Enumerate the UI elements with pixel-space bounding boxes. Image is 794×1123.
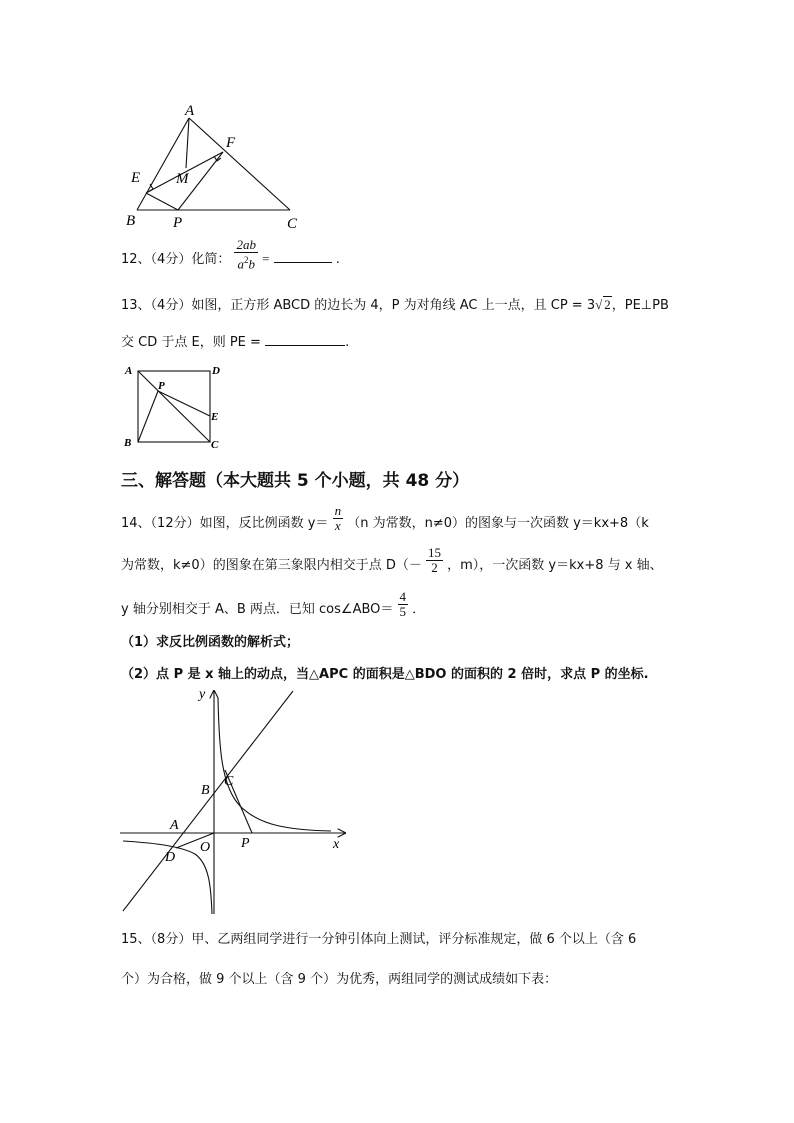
label-o: O bbox=[200, 840, 211, 855]
label-b: B bbox=[126, 213, 136, 229]
q12-equals: = bbox=[262, 251, 270, 267]
q14-line3-b: ． bbox=[412, 602, 426, 617]
segment-pb bbox=[138, 391, 158, 442]
label-a: A bbox=[170, 818, 179, 833]
q14-line1-b: （n 为常数，n≠0）的图象与一次函数 y＝kx+8（k bbox=[347, 516, 649, 531]
side-ac bbox=[189, 118, 290, 210]
hyperbola-branch-1 bbox=[218, 698, 331, 831]
q13-text-a: 13、（4分）如图，正方形 ABCD 的边长为 4，P 为对角线 AC 上一点，且 CP = 3 bbox=[121, 298, 596, 313]
section-heading: 三、解答题（本大题共 5 个小题，共 48 分） bbox=[121, 471, 470, 491]
triangle-figure bbox=[115, 100, 315, 235]
coordinate-graph bbox=[115, 686, 355, 916]
question-15-line1: 15、（8分）甲、乙两组同学进行一分钟引体向上测试，评分标准规定，做 6 个以上（含 6 bbox=[121, 932, 637, 947]
label-e: E bbox=[131, 170, 141, 186]
right-angle-e bbox=[148, 184, 153, 192]
q14-line1-a: 14、（12分）如图，反比例函数 y＝ bbox=[121, 516, 329, 531]
label-m: M bbox=[176, 171, 189, 187]
q14-fraction-4-5 bbox=[398, 590, 409, 619]
question-14-line2 bbox=[121, 545, 663, 575]
q14-frac-2: 2 bbox=[431, 560, 438, 575]
q14-frac-5: 5 bbox=[399, 604, 407, 619]
square-figure bbox=[118, 362, 228, 452]
q14-line2-a: 为常数，k≠0）的图象在第三象限内相交于点 D（－ bbox=[121, 558, 422, 573]
label-p: P bbox=[173, 215, 183, 231]
q13-text-b: ，PE⊥PB bbox=[611, 298, 669, 313]
q14-part1: （1）求反比例函数的解析式； bbox=[121, 635, 300, 650]
label-c: C bbox=[224, 774, 234, 789]
side-ab bbox=[137, 118, 189, 210]
label-c: C bbox=[211, 439, 219, 451]
label-f: F bbox=[226, 135, 236, 151]
segment-pe bbox=[158, 391, 210, 416]
q14-fraction-nx bbox=[333, 504, 344, 533]
answer-blank-13[interactable] bbox=[265, 333, 345, 346]
label-b: B bbox=[201, 783, 210, 798]
q12-den-a: a bbox=[237, 256, 244, 272]
label-a: A bbox=[125, 365, 133, 377]
question-13-line2 bbox=[121, 333, 349, 351]
q12-denominator bbox=[234, 253, 258, 271]
answer-blank-12[interactable] bbox=[274, 250, 332, 263]
question-14-line3 bbox=[121, 589, 426, 619]
q12-numerator: 2ab bbox=[236, 237, 256, 252]
label-x: x bbox=[333, 837, 340, 852]
segment-ep bbox=[146, 193, 178, 210]
label-d: D bbox=[212, 365, 220, 377]
q14-fraction-15-2 bbox=[426, 546, 443, 575]
q12-fraction bbox=[234, 238, 258, 271]
sqrt-symbol: √ bbox=[595, 297, 603, 312]
label-e: E bbox=[211, 411, 219, 423]
label-c: C bbox=[287, 216, 298, 232]
question-15-line2: 个）为合格，做 9 个以上（含 9 个）为优秀，两组同学的测试成绩如下表： bbox=[121, 972, 558, 987]
q12-period: . bbox=[335, 252, 340, 268]
q14-line3-a: y 轴分别相交于 A、B 两点．已知 cos∠ABO＝ bbox=[121, 602, 394, 617]
q14-frac-4: 4 bbox=[399, 589, 407, 604]
label-d: D bbox=[165, 850, 176, 865]
question-13-line1 bbox=[121, 296, 669, 314]
q14-frac-15: 15 bbox=[427, 545, 441, 560]
q13-text-line2: 交 CD 于点 E，则 PE = bbox=[121, 335, 261, 350]
q13-period: . bbox=[345, 335, 350, 350]
q14-line2-b: ，m），一次函数 y＝kx+8 与 x 轴、 bbox=[447, 558, 663, 573]
label-a: A bbox=[185, 103, 195, 119]
q13-sqrt-value: 2 bbox=[604, 297, 611, 312]
q14-part2: （2）点 P 是 x 轴上的动点，当△APC 的面积是△BDO 的面积的 2 倍时，求点 P 的坐标. bbox=[121, 667, 649, 682]
q14-frac-x: x bbox=[334, 518, 341, 533]
q14-frac-n: n bbox=[334, 503, 342, 518]
q12-den-b: b bbox=[248, 256, 255, 272]
q12-prefix: 12、（4分）化简： bbox=[121, 252, 231, 268]
q12-den-exp: 2 bbox=[243, 255, 249, 265]
label-y: y bbox=[199, 687, 206, 702]
question-12 bbox=[121, 237, 340, 272]
diagonal-ac bbox=[138, 371, 210, 442]
segment-am bbox=[186, 118, 189, 168]
label-p: P bbox=[241, 836, 250, 851]
label-b: B bbox=[124, 437, 132, 449]
label-p: P bbox=[158, 380, 165, 392]
question-14-line1 bbox=[121, 503, 649, 533]
